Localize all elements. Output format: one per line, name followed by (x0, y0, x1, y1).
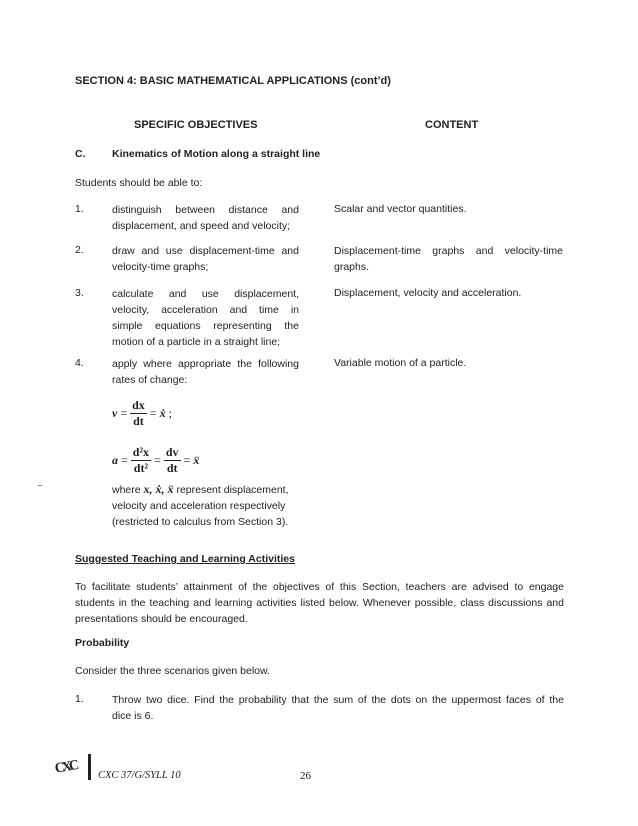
objective-text (112, 202, 299, 234)
scenario-line: dice is 6. (112, 710, 154, 722)
margin-mark (38, 485, 42, 486)
objective-line: velocity, acceleration and time in (112, 304, 299, 316)
subsection-letter: C. (75, 148, 86, 160)
subsection-title: Kinematics of Motion along a straight line (112, 148, 321, 160)
math-operator: = (120, 406, 128, 420)
content-line: graphs. (334, 261, 370, 273)
objective-line: displacement, and speed and velocity; (112, 220, 291, 232)
objective-number: 1. (75, 203, 84, 215)
objective-text (112, 356, 299, 388)
page-number: 26 (300, 770, 311, 782)
objective-number: 4. (75, 357, 84, 369)
paragraph-line: To facilitate students’ attainment of the objectives of this Section, teachers are advised to engage (75, 581, 564, 593)
math-denominator: dt² (133, 461, 149, 475)
math-fraction (130, 398, 147, 429)
objective-line: distinguish between distance and (112, 204, 299, 216)
acceleration-equation (112, 445, 199, 476)
objective-line: draw and use displacement-time and (112, 245, 299, 257)
cxc-logo (55, 760, 89, 788)
math-symbol: a (112, 453, 118, 467)
objective-text (112, 286, 299, 350)
math-symbol: v (112, 406, 118, 420)
variables-explanation (112, 481, 289, 530)
math-variables: x, ẋ, ẍ (143, 482, 174, 496)
content-item: Displacement, velocity and acceleration. (334, 287, 522, 299)
objective-number: 3. (75, 287, 84, 299)
scenario-number: 1. (75, 693, 84, 705)
paragraph-line: presentations should be encouraged. (75, 613, 248, 625)
probability-heading: Probability (75, 637, 130, 649)
objective-line: rates of change: (112, 374, 188, 386)
content-item: Variable motion of a particle. (334, 357, 467, 369)
explanation-line: velocity and acceleration respectively (112, 500, 286, 512)
math-denominator: dt (133, 414, 144, 428)
math-numerator: d²x (132, 445, 150, 459)
objective-line: motion of a particle in a straight line; (112, 336, 281, 348)
math-operator: = (183, 453, 191, 467)
content-item: Scalar and vector quantities. (334, 203, 467, 215)
math-numerator: dv (165, 445, 179, 459)
where-word: where (112, 484, 141, 496)
math-operator: = (154, 453, 161, 467)
objectives-intro: Students should be able to: (75, 177, 203, 189)
objective-text (112, 243, 299, 275)
math-punctuation: ; (168, 406, 172, 420)
math-operator: = (121, 453, 128, 467)
objective-line: simple equations representing the (112, 320, 299, 332)
activities-paragraph (75, 579, 564, 627)
scenario-text (112, 692, 564, 724)
objective-line: calculate and use displacement, (112, 288, 299, 300)
section-title: SECTION 4: BASIC MATHEMATICAL APPLICATIONS (cont’d) (75, 75, 391, 87)
objectives-column-heading: SPECIFIC OBJECTIVES (134, 119, 258, 131)
paragraph-line: students in the teaching and learning activities listed below. Whenever possible, class discussions and (75, 597, 564, 609)
content-line: Displacement-time graphs and velocity-time (334, 245, 563, 257)
content-item (334, 243, 563, 275)
scenarios-intro: Consider the three scenarios given below. (75, 665, 270, 677)
activities-heading: Suggested Teaching and Learning Activities (75, 553, 295, 565)
content-column-heading: CONTENT (425, 119, 479, 131)
document-code: CXC 37/G/SYLL 10 (98, 770, 181, 781)
scenario-line: Throw two dice. Find the probability that the sum of the dots on the uppermost faces of the (112, 694, 564, 706)
math-fraction (164, 445, 181, 476)
explanation-line: (restricted to calculus from Section 3). (112, 516, 289, 528)
objective-line: apply where appropriate the following (112, 358, 299, 370)
math-denominator: dt (166, 461, 178, 475)
math-symbol: ẍ (193, 453, 200, 467)
velocity-equation (112, 398, 172, 429)
logo-text: CXC (53, 758, 78, 777)
where-rest: represent displacement, (176, 484, 289, 496)
math-symbol: ẋ (159, 406, 166, 420)
objective-line: velocity-time graphs; (112, 261, 209, 273)
math-fraction (131, 445, 151, 476)
objective-number: 2. (75, 244, 84, 256)
math-operator: = (149, 406, 157, 420)
math-numerator: dx (132, 398, 145, 412)
footer-divider (88, 754, 91, 780)
